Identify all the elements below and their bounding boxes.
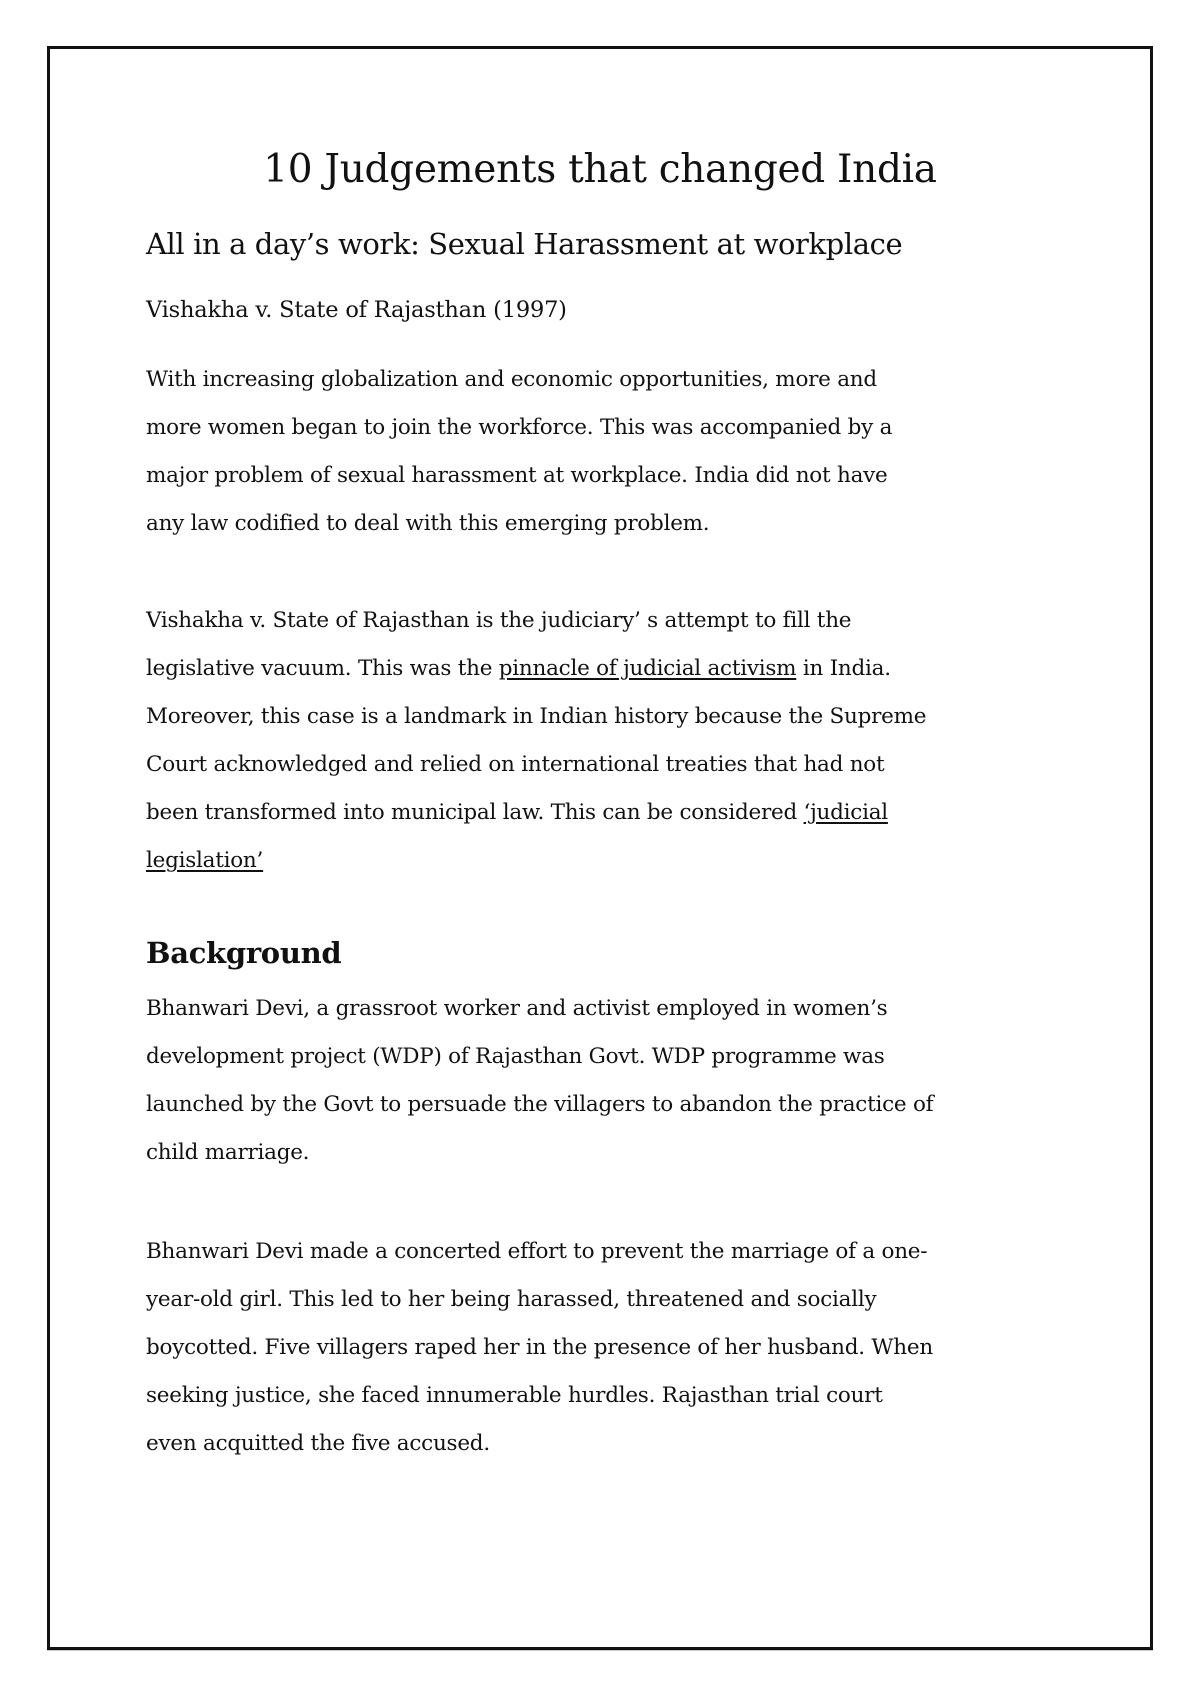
paragraph-line: development project (WDP) of Rajasthan Govt. WDP programme was bbox=[146, 1044, 885, 1069]
paragraph-line: even acquitted the five accused. bbox=[146, 1431, 490, 1456]
document-subtitle: All in a day’s work: Sexual Harassment at workplace bbox=[146, 227, 903, 261]
paragraph-line: child marriage. bbox=[146, 1140, 310, 1165]
paragraph-line: Bhanwari Devi made a concerted effort to prevent the marriage of a one- bbox=[146, 1239, 928, 1264]
paragraph-line: launched by the Govt to persuade the villagers to abandon the practice of bbox=[146, 1092, 934, 1117]
document-title: 10 Judgements that changed India bbox=[263, 147, 937, 192]
paragraph-line: year-old girl. This led to her being harassed, threatened and socially bbox=[146, 1287, 877, 1312]
text-span: been transformed into municipal law. This can be considered bbox=[146, 800, 804, 825]
underlined-phrase-judicial-activism: pinnacle of judicial activism bbox=[498, 656, 797, 681]
paragraph-line bbox=[146, 654, 891, 684]
paragraph-line bbox=[146, 846, 263, 876]
paragraph-line: boycotted. Five villagers raped her in the presence of her husband. When bbox=[146, 1335, 933, 1360]
paragraph-line: Vishakha v. State of Rajasthan is the judiciary’ s attempt to fill the bbox=[146, 608, 852, 633]
paragraph-line: major problem of sexual harassment at workplace. India did not have bbox=[146, 463, 888, 488]
paragraph-line bbox=[146, 798, 888, 828]
text-span: legislative vacuum. This was the bbox=[146, 656, 499, 681]
paragraph-line: Bhanwari Devi, a grassroot worker and activist employed in women’s bbox=[146, 996, 888, 1021]
text-span: in India. bbox=[796, 656, 891, 681]
paragraph-line: any law codified to deal with this emerging problem. bbox=[146, 511, 710, 536]
paragraph-line: Court acknowledged and relied on international treaties that had not bbox=[146, 752, 885, 777]
background-heading: Background bbox=[146, 936, 342, 970]
paragraph-line: Moreover, this case is a landmark in Indian history because the Supreme bbox=[146, 704, 927, 729]
paragraph-line: seeking justice, she faced innumerable hurdles. Rajasthan trial court bbox=[146, 1383, 883, 1408]
paragraph-line: With increasing globalization and economic opportunities, more and bbox=[146, 367, 877, 392]
underlined-phrase-judicial-legislation: ‘judicial bbox=[803, 800, 888, 825]
case-name: Vishakha v. State of Rajasthan (1997) bbox=[146, 297, 567, 323]
underlined-phrase-judicial-legislation-cont: legislation’ bbox=[146, 848, 264, 873]
paragraph-line: more women began to join the workforce. This was accompanied by a bbox=[146, 415, 893, 440]
